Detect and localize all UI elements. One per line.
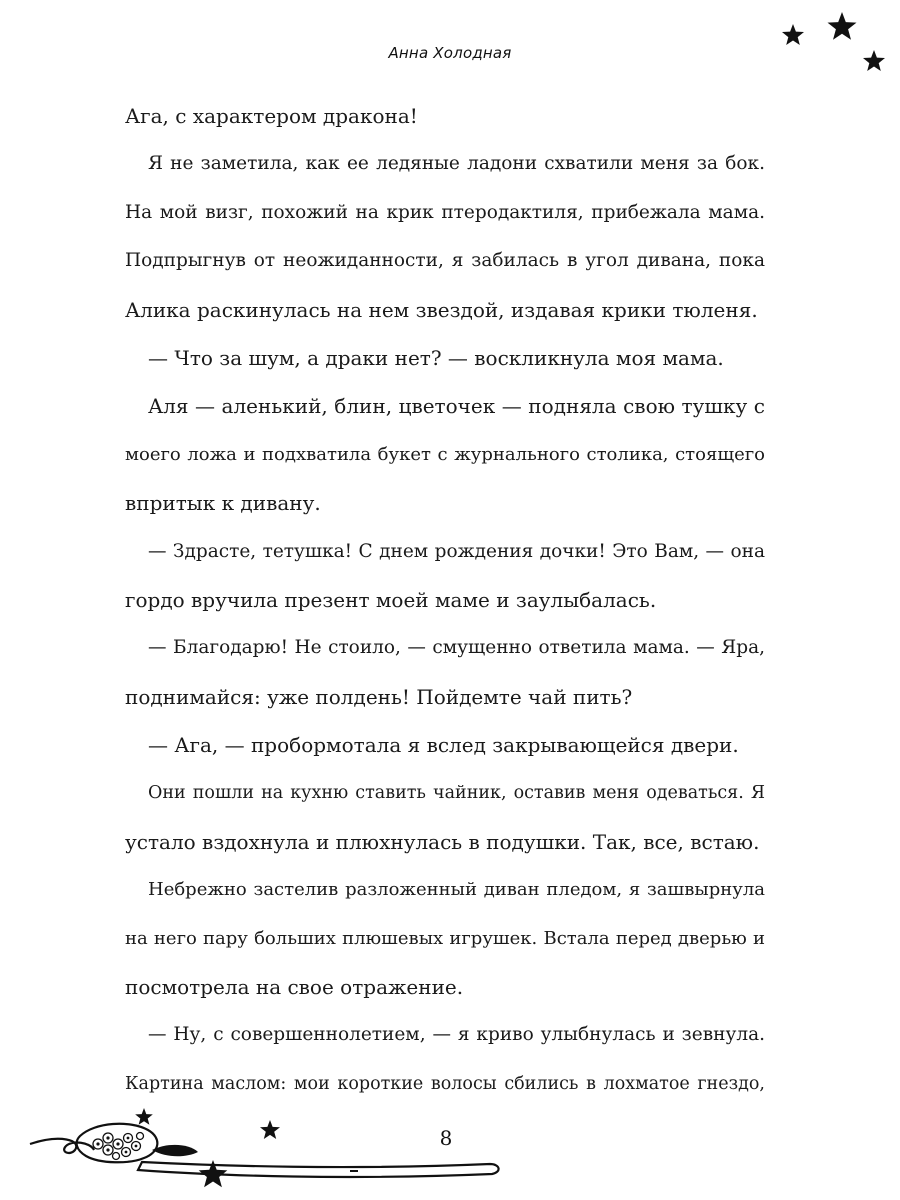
star-icon <box>260 1120 280 1139</box>
text-line: Подпрыгнув от неожиданности, я забилась в угол дивана, пока <box>125 250 765 272</box>
body-text <box>125 92 765 1108</box>
text-line: — Ага, — пробормотала я вслед закрывающейся двери. <box>148 733 739 758</box>
star-icon <box>863 50 885 71</box>
text-line: на него пару больших плюшевых игрушек. Встала перед дверью и <box>125 927 765 949</box>
magic-wand-illustration <box>20 1100 510 1200</box>
text-line: гордо вручила презент моей маме и заулыбалась. <box>125 587 657 612</box>
text-line: поднимайся: уже полдень! Пойдемте чай пить? <box>125 684 633 709</box>
text-line: посмотрела на свое отражение. <box>125 975 464 1000</box>
text-line: Я не заметила, как ее ледяные ладони схватили меня за бок. <box>148 153 765 175</box>
text-line: Алика раскинулась на нем звездой, издавая крики тюленя. <box>125 297 758 322</box>
star-icon <box>782 24 804 45</box>
text-line: моего ложа и подхватила букет с журнального столика, стоящего <box>125 443 765 465</box>
text-line: впритык к дивану. <box>125 491 321 516</box>
star-icon <box>828 12 857 40</box>
page-number: 8 <box>439 1126 453 1150</box>
text-line: Небрежно застелив разложенный диван пледом, я зашвырнула <box>148 879 765 901</box>
star-icon <box>135 1108 153 1125</box>
text-line: — Здрасте, тетушка! С днем рождения дочки! Это Вам, — она <box>148 540 765 562</box>
text-line: На мой визг, похожий на крик птеродактиля, прибежала мама. <box>125 201 765 223</box>
text-line: Ага, с характером дракона! <box>125 104 418 128</box>
text-line: — Благодарю! Не стоило, — смущенно ответила мама. — Яра, <box>148 637 765 659</box>
running-head-author: Анна Холодная <box>388 44 512 62</box>
text-line: — Ну, с совершеннолетием, — я криво улыбнулась и зевнула. <box>148 1024 765 1046</box>
stars-decoration <box>760 0 900 100</box>
text-line: Аля — аленький, блин, цветочек — подняла свою тушку с <box>148 394 765 419</box>
text-line: Они пошли на кухню ставить чайник, оставив меня одеваться. Я <box>148 783 765 804</box>
text-line: Картина маслом: мои короткие волосы сбились в лохматое гнездо, <box>125 1073 765 1094</box>
text-line: — Что за шум, а драки нет? — воскликнула моя мама. <box>148 345 724 370</box>
text-line: устало вздохнула и плюхнулась в подушки. Так, все, встаю. <box>125 829 760 854</box>
